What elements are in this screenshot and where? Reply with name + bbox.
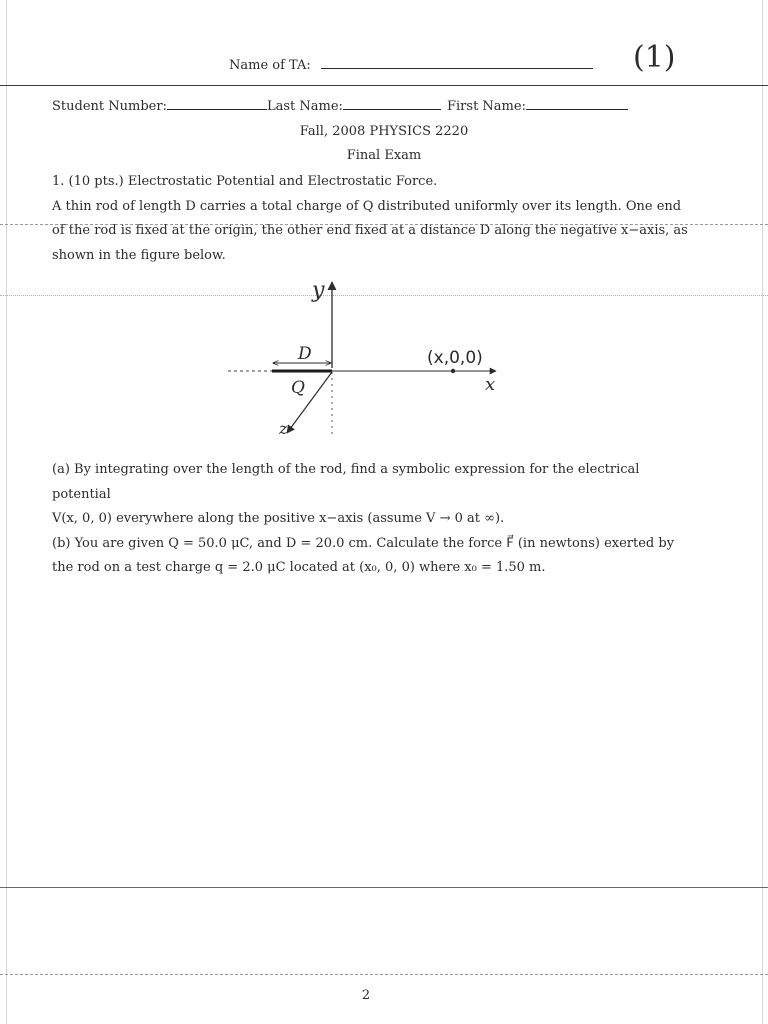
problem-intro-line: shown in the figure below.: [52, 247, 226, 263]
first-name-field: [447, 99, 628, 114]
rod-figure: [0, 270, 768, 450]
part-b-line: the rod on a test charge q = 2.0 μC located at (x₀, 0, 0) where x₀ = 1.50 m.: [52, 560, 546, 575]
ta-name-field: [229, 58, 593, 73]
student-number-blank[interactable]: [167, 109, 267, 110]
scan-artifact-line: [0, 974, 768, 975]
part-b-line: (b) You are given Q = 50.0 μC, and D = 20.0 cm. Calculate the force F⃗ (in newtons) exerted by: [52, 535, 675, 551]
page-marker: (1): [633, 40, 676, 75]
student-number-label: Student Number:: [52, 99, 167, 114]
last-name-field: [267, 99, 441, 114]
problem-heading: 1. (10 pts.) Electrostatic Potential and Electrostatic Force.: [52, 174, 438, 189]
x-axis-label: x: [485, 374, 496, 395]
header-rule: [0, 85, 768, 86]
page-number: 2: [361, 988, 371, 1003]
field-point-label: (x,0,0): [427, 348, 483, 368]
field-point: [451, 369, 455, 373]
rod-charge-label: Q: [291, 378, 305, 398]
last-name-label: Last Name:: [267, 99, 343, 114]
problem-intro-line: A thin rod of length D carries a total charge of Q distributed uniformly over its length. One end: [52, 198, 682, 214]
footer-rule: [0, 887, 768, 888]
z-axis-label: z: [279, 419, 288, 438]
last-name-blank[interactable]: [343, 109, 441, 110]
problem-block: [52, 170, 692, 268]
part-a-line: V(x, 0, 0) everywhere along the positive x−axis (assume V → 0 at ∞).: [52, 511, 505, 526]
exam-title: Final Exam: [346, 148, 422, 163]
ta-name-label: Name of TA:: [229, 58, 311, 73]
problem-intro-line: of the rod is fixed at the origin, the other end fixed at a distance D along the negative x−axis, as: [52, 223, 688, 238]
ta-name-blank[interactable]: [321, 68, 593, 69]
part-a-line: (a) By integrating over the length of the rod, find a symbolic expression for the electrical potential: [52, 462, 640, 502]
course-line: Fall, 2008 PHYSICS 2220: [299, 124, 469, 139]
problem-parts: [52, 458, 692, 581]
y-axis-label: y: [312, 278, 325, 303]
student-number-field: [52, 99, 267, 114]
first-name-blank[interactable]: [526, 109, 628, 110]
rod-length-label: D: [298, 344, 312, 364]
first-name-label: First Name:: [447, 99, 526, 114]
